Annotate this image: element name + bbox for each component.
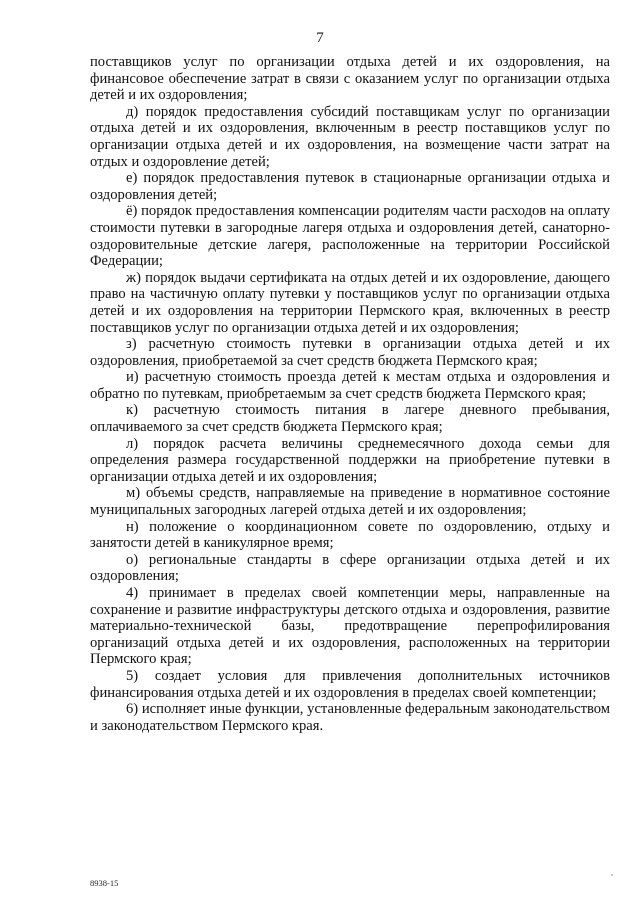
paragraph-item-l: л) порядок расчета величины среднемесячного дохода семьи для определения размера государственной поддержки на приобретение путевки в организации отдыха детей и их оздоровления; bbox=[90, 435, 610, 485]
footer-document-code: 8938-15 bbox=[90, 878, 119, 888]
document-body bbox=[90, 54, 610, 734]
paragraph-item-o: о) региональные стандарты в сфере организации отдыха детей и их оздоровления; bbox=[90, 551, 610, 585]
paragraph-point-5: 5) создает условия для привлечения дополнительных источников финансирования отдыха детей и их оздоровления в пределах своей компетенции; bbox=[90, 667, 610, 701]
paragraph-item-zh: ж) порядок выдачи сертификата на отдых детей и их оздоровление, дающего право на частичную оплату путевки у поставщиков услуг по организации отдыха детей и их оздоровления на территории Пермского края, включенных в реестр поставщиков услуг по организации отдыха детей и их оздоровления; bbox=[90, 269, 610, 336]
paragraph-continuation: поставщиков услуг по организации отдыха детей и их оздоровления, на финансовое обеспечение затрат в связи с оказанием услуг по организации отдыха детей и их оздоровления; bbox=[90, 54, 610, 104]
page-number: 7 bbox=[316, 30, 324, 46]
scan-speck bbox=[611, 874, 613, 876]
paragraph-item-z: з) расчетную стоимость путевки в организации отдыха детей и их оздоровления, приобретаемой за счет средств бюджета Пермского края; bbox=[90, 336, 610, 369]
paragraph-item-k: к) расчетную стоимость питания в лагере дневного пребывания, оплачиваемого за счет средств бюджета Пермского края; bbox=[90, 402, 610, 436]
paragraph-point-6: 6) исполняет иные функции, установленные федеральным законодательством и законодательством Пермского края. bbox=[90, 701, 610, 734]
paragraph-item-i: и) расчетную стоимость проезда детей к местам отдыха и оздоровления и обратно по путевкам, приобретаемым за счет средств бюджета Пермского края; bbox=[90, 369, 610, 402]
paragraph-item-d: д) порядок предоставления субсидий поставщикам услуг по организации отдыха детей и их оздоровления, включенным в реестр поставщиков услуг по организации отдыха детей и их оздоровления, на возмещение части затрат на отдых и оздоровление детей; bbox=[90, 103, 610, 170]
paragraph-point-4: 4) принимает в пределах своей компетенции меры, направленные на сохранение и развитие инфраструктуры детского отдыха и оздоровления, развитие материально-технической базы, предотвращение перепрофилирования организаций отдыха детей и их оздоровления, расположенных на территории Пермского края; bbox=[90, 585, 610, 668]
paragraph-item-e: е) порядок предоставления путевок в стационарные организации отдыха и оздоровления детей; bbox=[90, 170, 610, 203]
paragraph-item-n: н) положение о координационном совете по оздоровлению, отдыху и занятости детей в каникулярное время; bbox=[90, 518, 610, 552]
paragraph-item-yo: ё) порядок предоставления компенсации родителям части расходов на оплату стоимости путевки в загородные лагеря отдыха и оздоровления детей, санаторно-оздоровительные детские лагеря, расположенные на территории Российской Федерации; bbox=[90, 203, 610, 270]
paragraph-item-m: м) объемы средств, направляемые на приведение в нормативное состояние муниципальных загородных лагерей отдыха детей и их оздоровления; bbox=[90, 485, 610, 519]
